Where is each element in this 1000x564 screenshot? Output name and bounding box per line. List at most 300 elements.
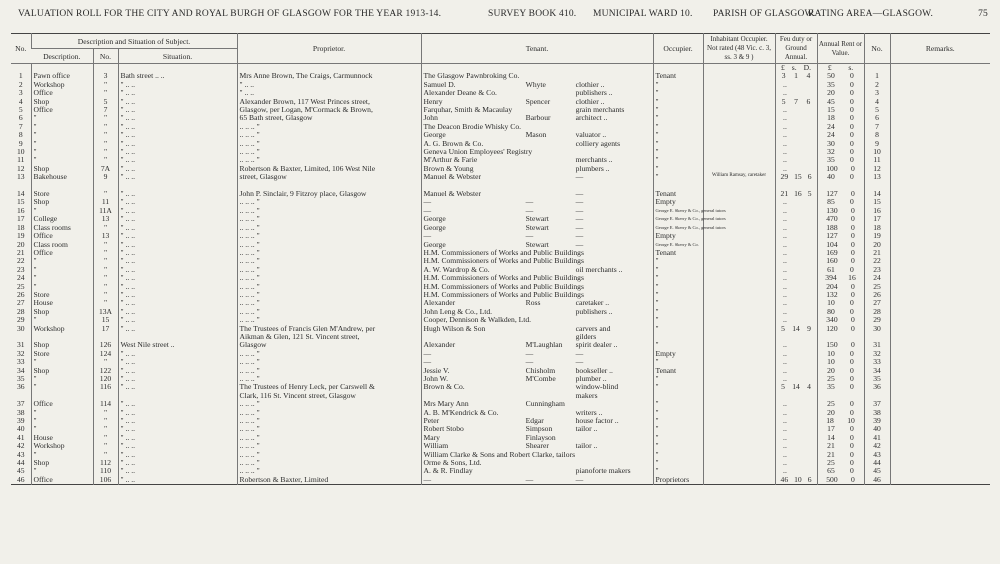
row-no2: 7 [864,123,890,131]
rent-pounds: 17 [827,424,835,434]
row-occupier: " [653,165,703,173]
row-feu [775,367,817,375]
table-row [11,207,990,215]
row-occupier: " [653,81,703,89]
tenant-surname: — [525,205,534,215]
row-no2: 41 [864,434,890,442]
feu-pounds: .. [783,155,787,165]
row-feu [775,434,817,442]
row-situation: " .. .. [118,215,237,223]
row-no: 15 [16,197,25,207]
page-number: 75 [978,9,988,19]
feu-pounds: .. [783,273,787,283]
row-proprietor: .. .. .. " [237,257,421,265]
table-row [11,367,990,375]
rent-pounds: 394 [825,273,837,283]
row-no2: 38 [864,409,890,417]
tenant-trade: plumbers .. [575,163,610,173]
tenant-surname [526,459,576,467]
table-row [11,459,990,467]
rent-pounds: 24 [827,121,835,131]
row-inhabitant [703,476,775,485]
row-proprietor: .. .. .. " [237,283,421,291]
row-number: 11A [93,207,118,215]
tenant-trade [576,451,651,459]
tenant-surname: Mason [525,130,547,140]
table-row [11,467,990,475]
row-rent [817,308,864,316]
tenant-trade: bookseller .. [575,365,613,375]
tenant-surname: — [525,197,534,207]
row-rent [817,425,864,433]
tenant-trade: — [575,357,584,367]
row-description: " [31,358,93,366]
row-feu [775,156,817,164]
row-no2: 19 [864,232,890,240]
tenant-surname: Stewart [525,214,549,224]
rent-pounds: 130 [826,205,838,215]
row-rent [817,140,864,148]
row-no: 22 [16,256,25,266]
tenant-surname: Ross [525,298,541,308]
table-row [11,106,990,114]
row-feu [775,291,817,299]
tenant-trade: tailor .. [575,441,598,451]
row-rent [817,198,864,206]
row-description: Workshop [31,442,93,450]
table-row [11,165,990,173]
row-number: " [93,283,118,291]
row-rent [817,98,864,106]
row-occupier: " [653,417,703,425]
col-no-header: No. [11,34,31,64]
row-rent [817,467,864,475]
feu-pounds: .. [783,239,787,249]
feu-shillings: 14 [792,382,800,392]
rent-pounds: 150 [826,340,838,350]
row-proprietor: Clark, 116 St. Vincent street, Glasgow [237,392,421,400]
row-proprietor: 65 Bath street, Glasgow [237,114,421,122]
row-rent [817,241,864,249]
tenant-name: George [423,130,446,140]
row-proprietor: .. .. .. " [237,232,421,240]
tenant-name: — [423,348,432,358]
rent-shillings: 0 [851,256,855,266]
row-occupier: " [653,341,703,349]
table-row [11,182,990,190]
row-feu [775,333,817,341]
tenant-trade: clothier .. [575,96,605,106]
row-situation: " .. .. [118,98,237,106]
row-number: 3 [93,72,118,80]
rent-pounds: 25 [827,399,835,409]
row-remarks [890,131,990,139]
rent-shillings: 0 [850,357,854,367]
tenant-trade: gilders [575,331,597,341]
row-remarks [890,316,990,324]
row-inhabitant [703,417,775,425]
row-remarks [890,81,990,89]
tenant-name: A. W. Wardrop & Co. [423,264,490,274]
tenant-name: Henry [423,96,443,106]
feu-pounds: .. [783,298,787,308]
row-remarks [890,451,990,459]
row-no2: 21 [864,249,890,257]
row-proprietor: .. .. .. " [237,249,421,257]
feu-pounds: .. [783,231,787,241]
table-row [11,325,990,333]
row-number: 114 [93,400,118,408]
tenant-name: William Clarke & Sons and Robert Clarke, tailors [423,449,576,459]
tenant-name: Robert Stobo [423,424,464,434]
row-inhabitant [703,241,775,249]
row-no2: 46 [864,476,890,485]
row-situation: " .. .. [118,114,237,122]
row-feu [775,173,817,181]
feu-shillings: 15 [794,172,802,182]
feu-pounds: .. [783,79,787,89]
rent-pounds: 45 [827,96,835,106]
feu-pounds: 5 [781,323,785,333]
row-no: 44 [16,458,25,468]
row-number: " [93,131,118,139]
feu-pounds: 29 [780,172,789,182]
row-proprietor: .. .. .. " [237,241,421,249]
tenant-trade: — [575,239,584,249]
table-row [11,383,990,391]
feu-pounds: .. [783,449,787,459]
row-no2: 18 [864,224,890,232]
tenant-trade [576,249,651,257]
feu-pounds: .. [783,214,787,224]
row-proprietor: .. .. .. " [237,131,421,139]
table-row [11,190,990,198]
row-inhabitant [703,451,775,459]
row-remarks [890,442,990,450]
table-row [11,224,990,232]
row-no2: 37 [864,400,890,408]
row-occupier: George E. Skerry & Co., general tutors [653,224,703,232]
row-inhabitant [703,266,775,274]
row-inhabitant [703,442,775,450]
row-situation [118,392,237,400]
row-number: " [93,224,118,232]
tenant-trade [576,283,651,291]
row-no: 18 [16,222,25,232]
row-no: 40 [16,424,25,434]
tenant-surname: — [525,357,534,367]
row-remarks [890,224,990,232]
row-occupier: " [653,400,703,408]
row-occupier: " [653,299,703,307]
row-number: " [93,291,118,299]
row-number: " [93,89,118,97]
tenant-surname: Spencer [525,96,551,106]
row-inhabitant [703,182,775,190]
row-description: Office [31,476,93,485]
row-situation: " .. .. [118,409,237,417]
row-remarks [890,123,990,131]
row-description: Office [31,106,93,114]
tenant-name: H.M. Commissioners of Works and Public Buildings [423,281,584,291]
row-description: " [31,156,93,164]
row-situation: " .. .. [118,358,237,366]
row-remarks [890,341,990,349]
row-occupier: Proprietors [653,476,703,485]
row-situation: " .. .. [118,232,237,240]
row-inhabitant [703,123,775,131]
row-proprietor: .. .. .. " [237,207,421,215]
table-row [11,409,990,417]
row-occupier: " [653,291,703,299]
tenant-name: — [423,474,432,484]
row-occupier: Tenant [653,190,703,198]
row-remarks [890,173,990,181]
rent-shillings: 0 [850,88,854,98]
row-proprietor: .. .. .. " [237,459,421,467]
row-description: Shop [31,98,93,106]
row-remarks [890,266,990,274]
row-description: Pawn office [31,72,93,80]
rent-shillings: 0 [850,382,854,392]
row-feu [775,299,817,307]
row-tenant [421,350,653,358]
row-inhabitant [703,140,775,148]
rent-shillings: 0 [850,432,854,442]
row-rent [817,232,864,240]
row-rent [817,375,864,383]
row-remarks [890,207,990,215]
row-description: " [31,383,93,391]
row-rent [817,224,864,232]
row-remarks [890,190,990,198]
row-rent [817,190,864,198]
row-feu [775,81,817,89]
rent-shillings: 0 [850,130,854,140]
row-rent [817,367,864,375]
row-situation: " .. .. [118,241,237,249]
row-remarks [890,215,990,223]
row-occupier: Tenant [653,367,703,375]
row-rent [817,148,864,156]
row-proprietor: .. .. .. " [237,316,421,324]
feu-pounds: .. [783,407,787,417]
row-description: College [31,215,93,223]
tenant-trade: clothier .. [575,79,605,89]
tenant-trade: writers .. [575,407,603,417]
row-proprietor: .. .. .. " [237,156,421,164]
tenant-name: Mrs Mary Ann [423,399,469,409]
table-row [11,257,990,265]
rent-pounds: 104 [826,239,838,249]
rent-pounds: 80 [827,306,835,316]
rent-pounds: 10 [827,298,835,308]
rent-pounds: 24 [827,130,835,140]
row-situation: " .. .. [118,140,237,148]
row-number: " [93,156,118,164]
row-description: Office [31,89,93,97]
table-row [11,476,990,485]
row-no2: 23 [864,266,890,274]
row-situation: " .. .. [118,123,237,131]
row-no2: 30 [864,325,890,333]
tenant-surname: Finlayson [525,432,556,442]
row-no2: 1 [864,72,890,80]
rent-shillings: 0 [850,374,854,384]
row-no2: 22 [864,257,890,265]
row-number: " [93,409,118,417]
tenant-surname [526,451,576,459]
row-no: 3 [18,88,23,98]
tenant-name: John W. [423,374,448,384]
row-proprietor: .. .. .. " [237,308,421,316]
row-occupier: " [653,89,703,97]
rent-shillings: 0 [851,340,855,350]
row-number: " [93,425,118,433]
rent-pounds: 169 [826,247,838,257]
row-remarks [890,72,990,80]
row-remarks [890,249,990,257]
rent-pounds: 15 [827,105,835,115]
row-number: 13 [93,232,118,240]
row-occupier: Empty [653,350,703,358]
row-feu [775,207,817,215]
row-inhabitant [703,114,775,122]
row-proprietor: .. .. .. " [237,291,421,299]
rent-shillings: 0 [851,214,855,224]
rent-shillings: 0 [850,441,854,451]
row-no: 1 [18,71,23,81]
row-situation: " .. .. [118,156,237,164]
row-description: " [31,316,93,324]
rent-shillings: 0 [850,466,854,476]
row-no: 16 [16,205,25,215]
rent-shillings: 10 [847,416,855,426]
row-situation: " .. .. [118,308,237,316]
rent-pounds: 500 [826,474,838,484]
row-no: 23 [16,264,25,274]
tenant-surname: Shearer [525,441,549,451]
row-description: " [31,266,93,274]
row-rent [817,215,864,223]
rent-pounds: 61 [827,264,835,274]
rent-pounds: 30 [827,138,835,148]
tenant-trade: — [575,348,584,358]
feu-pence: 6 [807,172,812,182]
row-remarks [890,417,990,425]
row-no: 5 [18,105,23,115]
row-number: 124 [93,350,118,358]
row-number: " [93,249,118,257]
tenant-surname [526,190,576,198]
unit-rent-pounds: £ [827,63,832,72]
row-proprietor: " .. .. [237,81,421,89]
row-no2: 4 [864,98,890,106]
row-inhabitant [703,106,775,114]
rent-pounds: 10 [827,348,835,358]
row-description: " [31,257,93,265]
row-situation: Bath street .. .. [118,72,237,80]
row-remarks [890,182,990,190]
row-occupier: George E. Skerry & Co. [653,241,703,249]
row-feu [775,350,817,358]
tenant-name: Peter [423,416,440,426]
tenant-trade: — [575,222,584,232]
tenant-trade [576,274,651,282]
row-proprietor: .. .. .. " [237,409,421,417]
row-no: 37 [16,399,25,409]
row-no: 33 [16,357,25,367]
tenant-surname [526,467,576,475]
row-rent [817,72,864,80]
row-occupier: " [653,375,703,383]
row-no: 9 [18,138,23,148]
row-description: Class room [31,241,93,249]
row-no: 6 [18,113,23,123]
row-no2: 8 [864,131,890,139]
rent-shillings: 0 [851,474,855,484]
row-no: 11 [17,155,25,165]
tenant-surname [526,316,576,324]
tenant-name: Manuel & Webster [423,189,481,199]
row-inhabitant [703,148,775,156]
rent-shillings: 0 [850,424,854,434]
row-occupier: " [653,467,703,475]
row-tenant [421,190,653,198]
row-occupier: " [653,274,703,282]
tenant-trade: publishers .. [575,88,613,98]
row-proprietor: Mrs Anne Brown, The Craigs, Carmunnock [237,72,421,80]
row-feu [775,198,817,206]
tenant-surname: M'Combe [525,374,556,384]
row-no: 12 [16,163,25,173]
row-description: Store [31,291,93,299]
row-feu [775,442,817,450]
tenant-trade: — [575,474,584,484]
tenant-surname [526,325,576,333]
tenant-name: Jessie V. [423,365,450,375]
feu-shillings: 10 [794,474,802,484]
row-description: " [31,207,93,215]
tenant-surname [526,140,576,148]
row-inhabitant [703,308,775,316]
tenant-trade: — [575,214,584,224]
rent-pounds: 21 [827,449,835,459]
row-description: Office [31,232,93,240]
row-number: " [93,190,118,198]
tenant-trade: house factor .. [575,416,619,426]
row-feu [775,476,817,485]
row-inhabitant [703,358,775,366]
rent-pounds: 35 [827,155,835,165]
row-tenant [421,173,653,181]
row-feu [775,114,817,122]
table-row [11,425,990,433]
tenant-name: Farquhar, Smith & Macaulay [423,105,513,115]
row-no2: 32 [864,350,890,358]
row-remarks [890,383,990,391]
row-no: 46 [16,474,25,484]
row-situation: " .. .. [118,467,237,475]
row-proprietor: .. .. .. " [237,375,421,383]
row-no: 29 [16,315,25,325]
row-number: 7A [93,165,118,173]
row-inhabitant [703,283,775,291]
row-number: " [93,266,118,274]
row-inhabitant [703,98,775,106]
table-row [11,417,990,425]
rent-shillings: 0 [850,306,854,316]
